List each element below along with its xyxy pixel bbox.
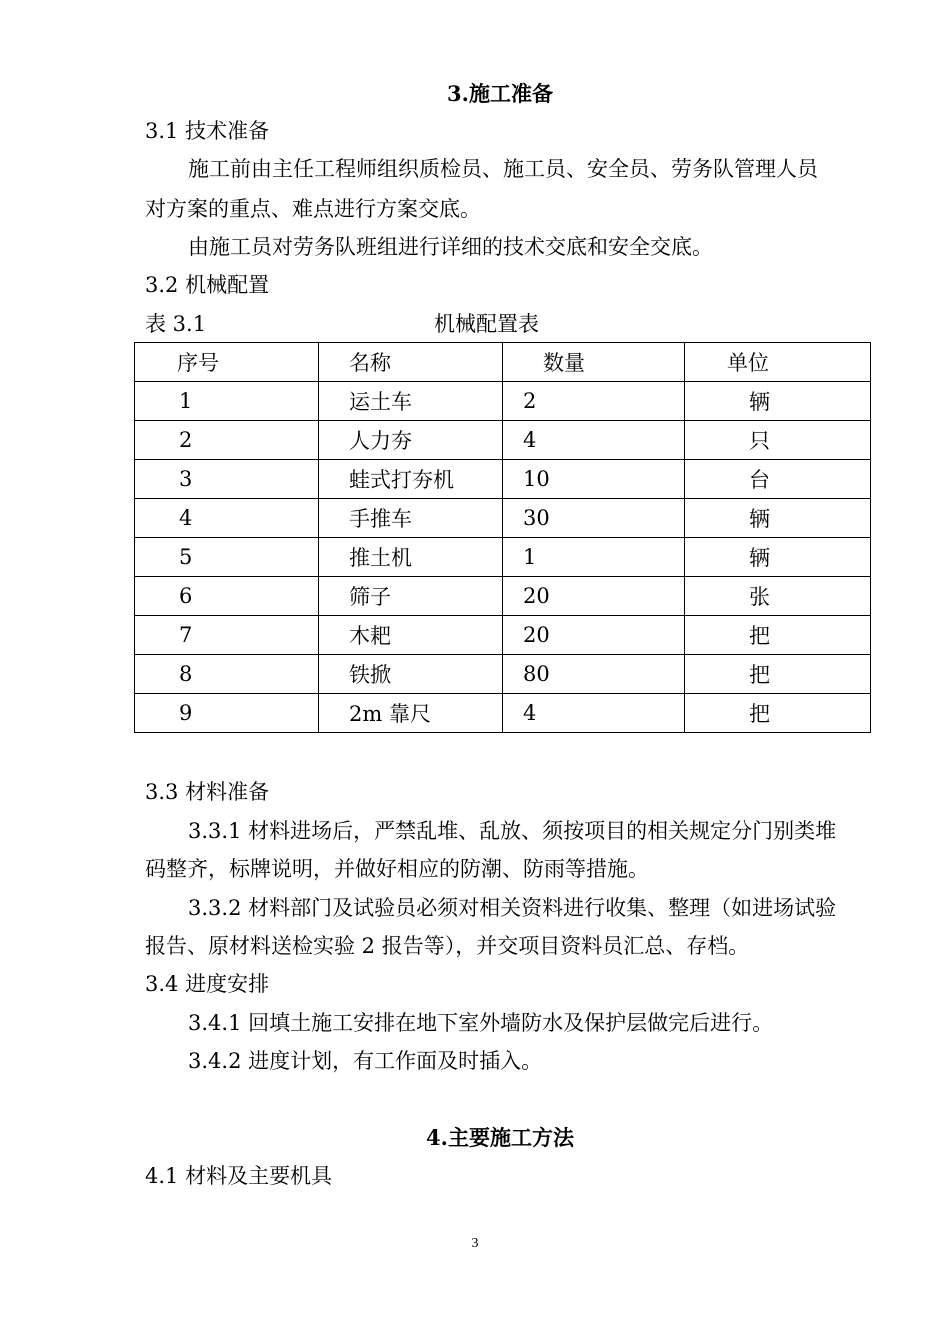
cell-name: 木耙 [319,616,503,655]
subsection-3-4-heading: 3.4 进度安排 [145,972,270,996]
cell-name: 蛙式打夯机 [319,460,503,499]
cell-seq: 4 [135,499,319,538]
cell-seq: 7 [135,616,319,655]
cell-unit: 把 [685,694,871,733]
cell-name: 铁掀 [319,655,503,694]
paragraph-3-3-2-line1: 3.3.2 材料部门及试验员必须对相关资料进行收集、整理（如进场试验 [188,896,837,920]
cell-quantity: 2 [503,382,685,421]
cell-seq: 1 [135,382,319,421]
table-row [135,460,871,499]
cell-quantity: 10 [503,460,685,499]
cell-quantity: 4 [503,694,685,733]
cell-quantity: 20 [503,616,685,655]
paragraph-3-4-1: 3.4.1 回填土施工安排在地下室外墙防水及保护层做完后进行。 [188,1011,774,1035]
column-header-seq: 序号 [135,343,319,382]
table-title: 机械配置表 [434,312,539,336]
paragraph-3-1-2: 由施工员对劳务队班组进行详细的技术交底和安全交底。 [188,235,713,259]
table-row [135,616,871,655]
paragraph-3-4-2: 3.4.2 进度计划，有工作面及时插入。 [188,1049,543,1073]
subsection-3-1-heading: 3.1 技术准备 [145,119,270,143]
cell-quantity: 1 [503,538,685,577]
cell-seq: 9 [135,694,319,733]
cell-quantity: 20 [503,577,685,616]
cell-unit: 辆 [685,499,871,538]
table-row [135,382,871,421]
cell-seq: 5 [135,538,319,577]
cell-name: 人力夯 [319,421,503,460]
cell-seq: 6 [135,577,319,616]
table-row [135,421,871,460]
paragraph-3-3-1-line1: 3.3.1 材料进场后，严禁乱堆、乱放、须按项目的相关规定分门别类堆 [188,819,837,843]
cell-name: 推土机 [319,538,503,577]
cell-quantity: 80 [503,655,685,694]
column-header-unit: 单位 [685,343,871,382]
cell-seq: 3 [135,460,319,499]
cell-unit: 辆 [685,382,871,421]
section-4-title: 4.主要施工方法 [426,1125,574,1150]
machinery-table [134,342,871,733]
subsection-3-3-heading: 3.3 材料准备 [145,780,270,804]
table-row [135,694,871,733]
column-header-quantity: 数量 [503,343,685,382]
table-header-row [135,343,871,382]
cell-name: 手推车 [319,499,503,538]
section-3-title: 3.施工准备 [447,81,553,106]
paragraph-3-1-line1: 施工前由主任工程师组织质检员、施工员、安全员、劳务队管理人员 [188,157,818,181]
table-row [135,499,871,538]
table-row [135,577,871,616]
cell-quantity: 4 [503,421,685,460]
cell-unit: 把 [685,616,871,655]
paragraph-3-1-line2: 对方案的重点、难点进行方案交底。 [145,197,481,221]
cell-unit: 张 [685,577,871,616]
cell-name: 运土车 [319,382,503,421]
cell-name: 筛子 [319,577,503,616]
cell-unit: 台 [685,460,871,499]
cell-quantity: 30 [503,499,685,538]
cell-seq: 2 [135,421,319,460]
cell-unit: 把 [685,655,871,694]
page-number: 3 [471,1236,479,1251]
table-row [135,655,871,694]
subsection-3-2-heading: 3.2 机械配置 [145,273,270,297]
table-row [135,538,871,577]
paragraph-3-3-1-line2: 码整齐，标牌说明，并做好相应的防潮、防雨等措施。 [145,857,649,881]
cell-name: 2m 靠尺 [319,694,503,733]
table-label: 表 3.1 [145,312,207,336]
paragraph-3-3-2-line2: 报告、原材料送检实验 2 报告等），并交项目资料员汇总、存档。 [145,934,750,958]
cell-unit: 只 [685,421,871,460]
cell-unit: 辆 [685,538,871,577]
cell-seq: 8 [135,655,319,694]
column-header-name: 名称 [319,343,503,382]
subsection-4-1-heading: 4.1 材料及主要机具 [145,1164,333,1188]
